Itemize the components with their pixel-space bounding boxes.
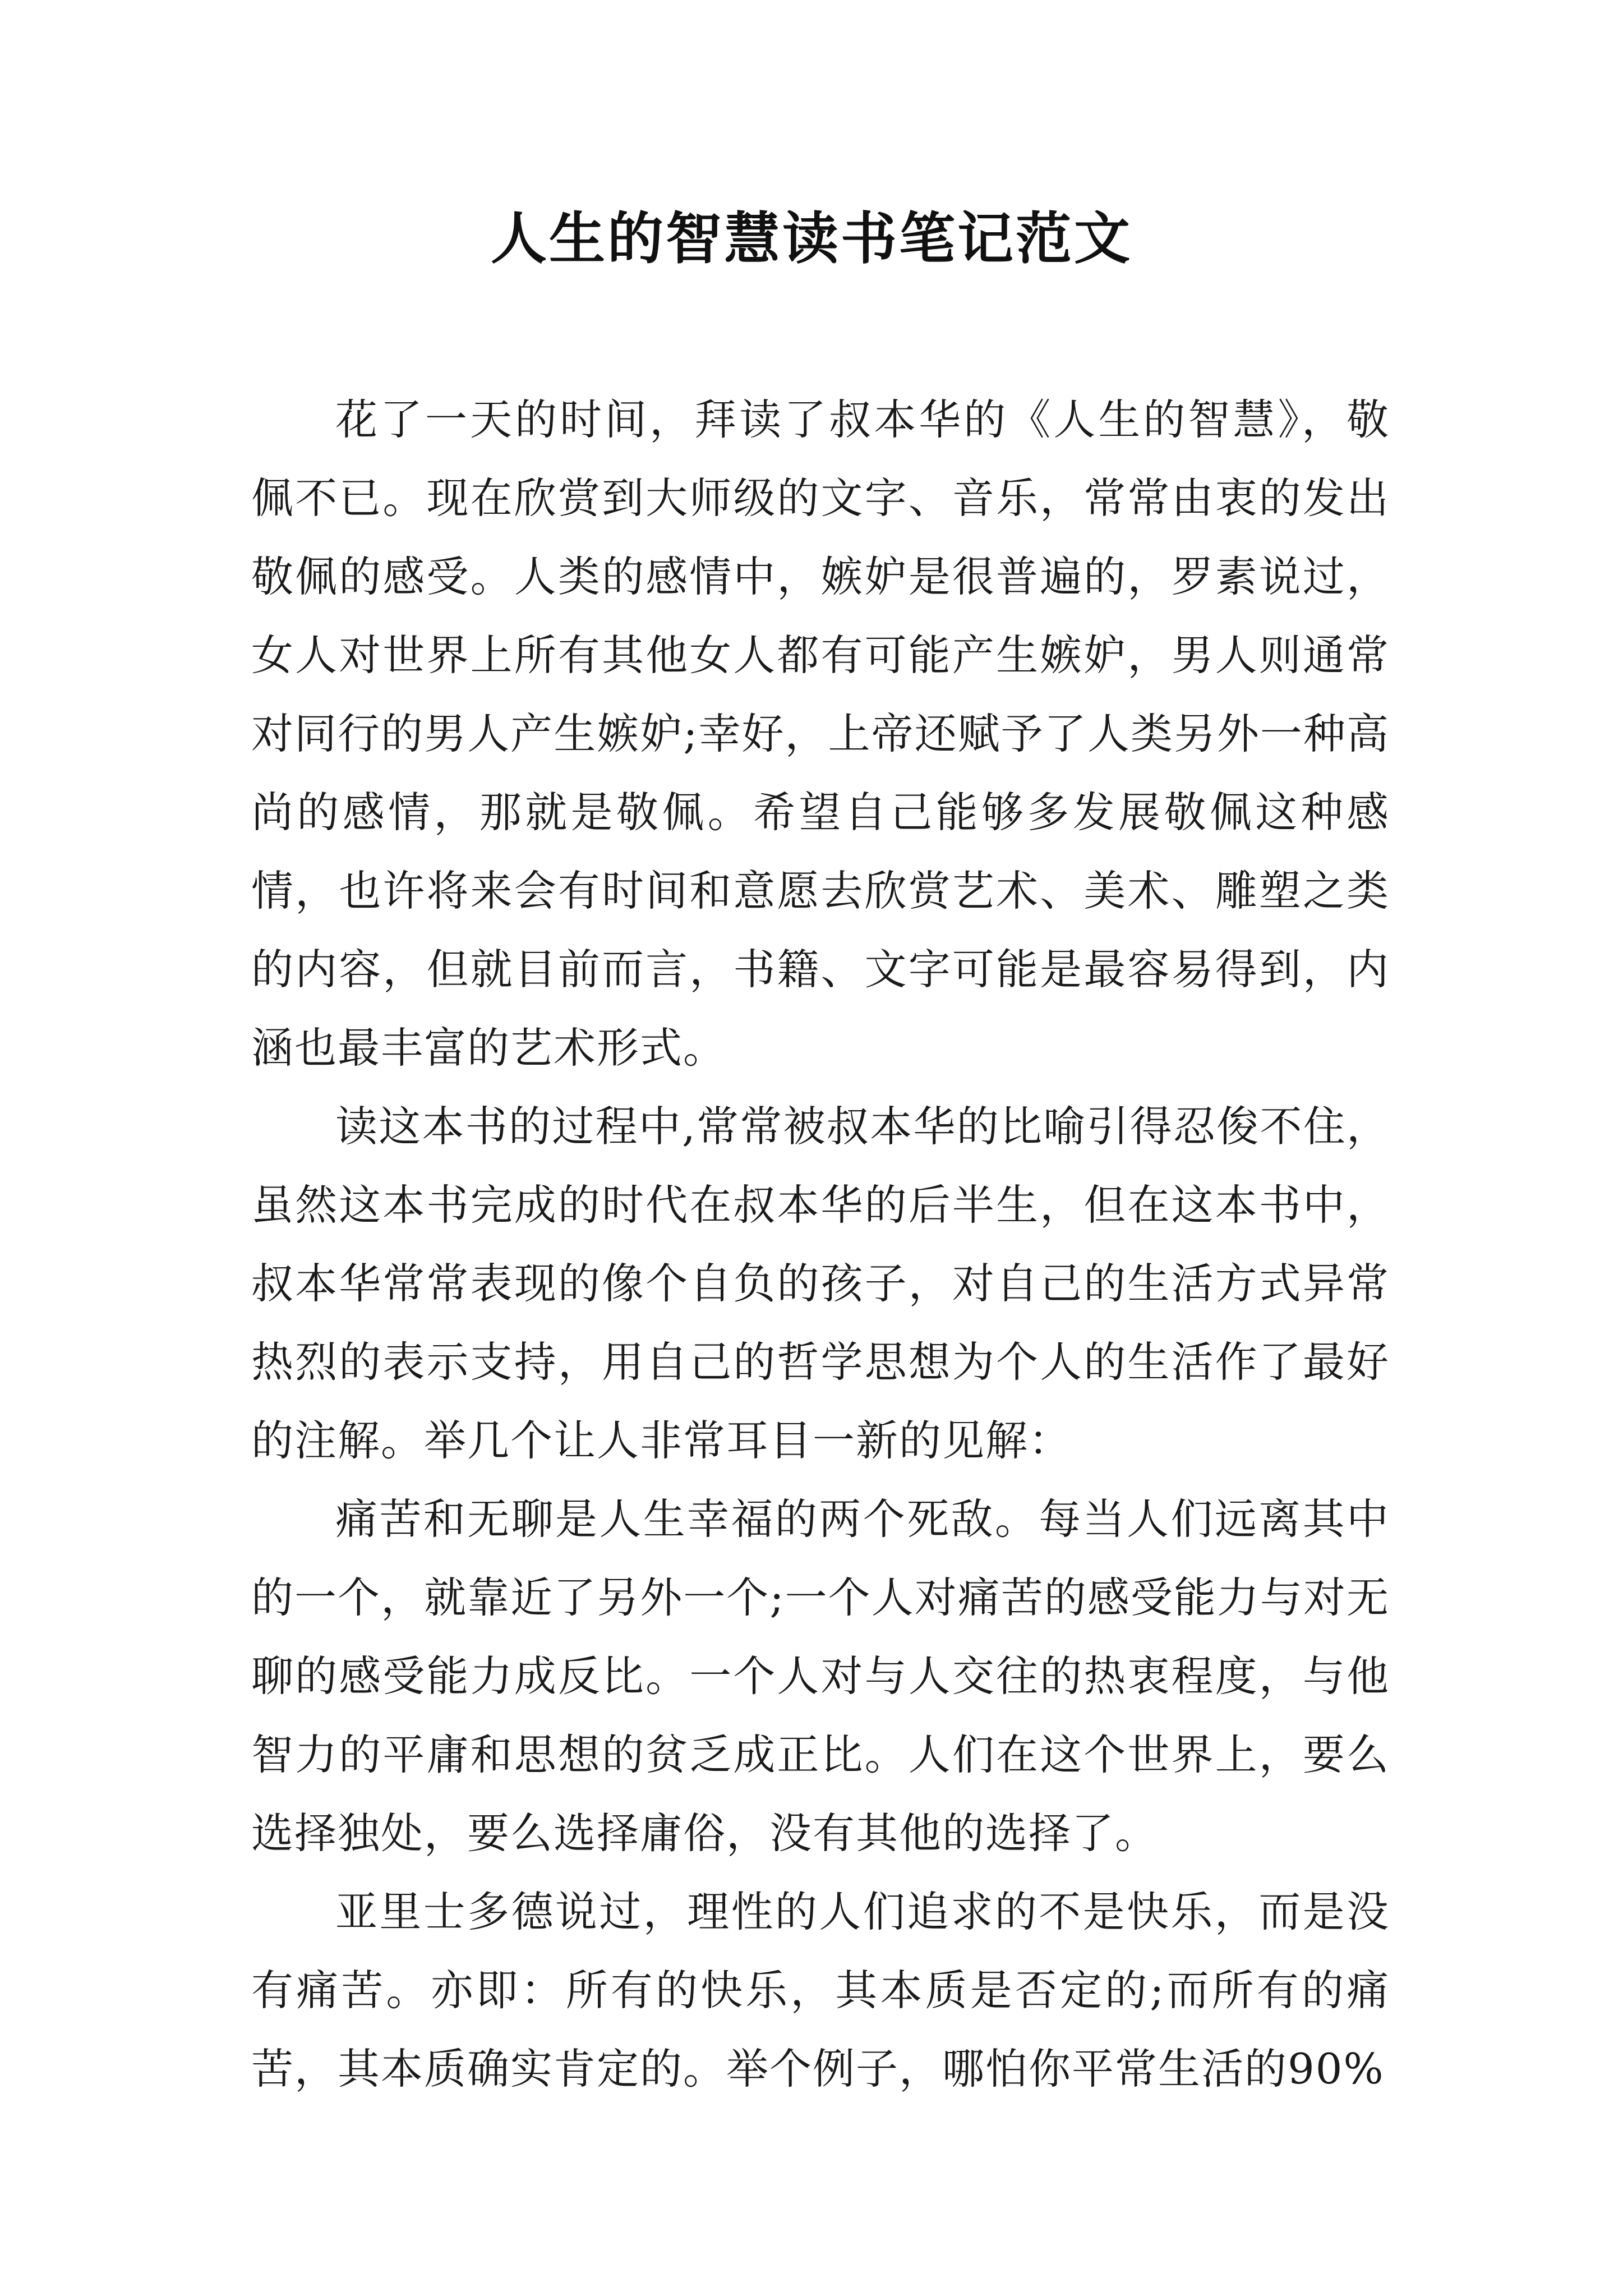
- paragraph-2: 读这本书的过程中,常常被叔本华的比喻引得忍俊不住，虽然这本书完成的时代在叔本华的后半生，但在这本书中，叔本华常常表现的像个自负的孩子，对自己的生活方式异常热烈的表示支持，用自己的哲学思想为个人的生活作了最好的注解。举几个让人非常耳目一新的见解：: [251, 1102, 1390, 1465]
- document-body: [251, 380, 1390, 2108]
- paragraph-4: 亚里士多德说过，理性的人们追求的不是快乐，而是没有痛苦。亦即：所有的快乐，其本质是否定的;而所有的痛苦，其本质确实肯定的。举个例子，哪怕你平常生活的90%: [251, 1887, 1390, 2093]
- document-title: 人生的智慧读书笔记范文: [491, 205, 1132, 272]
- paragraph-1: 花了一天的时间，拜读了叔本华的《人生的智慧》，敬佩不已。现在欣赏到大师级的文字、音乐，常常由衷的发出敬佩的感受。人类的感情中，嫉妒是很普遍的，罗素说过，女人对世界上所有其他女人都有可能产生嫉妒，男人则通常对同行的男人产生嫉妒;幸好，上帝还赋予了人类另外一种高尚的感情，那就是敬佩。希望自己能够多发展敬佩这种感情，也许将来会有时间和意愿去欣赏艺术、美术、雕塑之类的内容，但就目前而言，书籍、文字可能是最容易得到，内涵也最丰富的艺术形式。: [251, 395, 1390, 1073]
- paragraph-3: 痛苦和无聊是人生幸福的两个死敌。每当人们远离其中的一个，就靠近了另外一个;一个人对痛苦的感受能力与对无聊的感受能力成反比。一个人对与人交往的热衷程度，与他智力的平庸和思想的贫乏成正比。人们在这个世界上，要么选择独处，要么选择庸俗，没有其他的选择了。: [251, 1494, 1390, 1858]
